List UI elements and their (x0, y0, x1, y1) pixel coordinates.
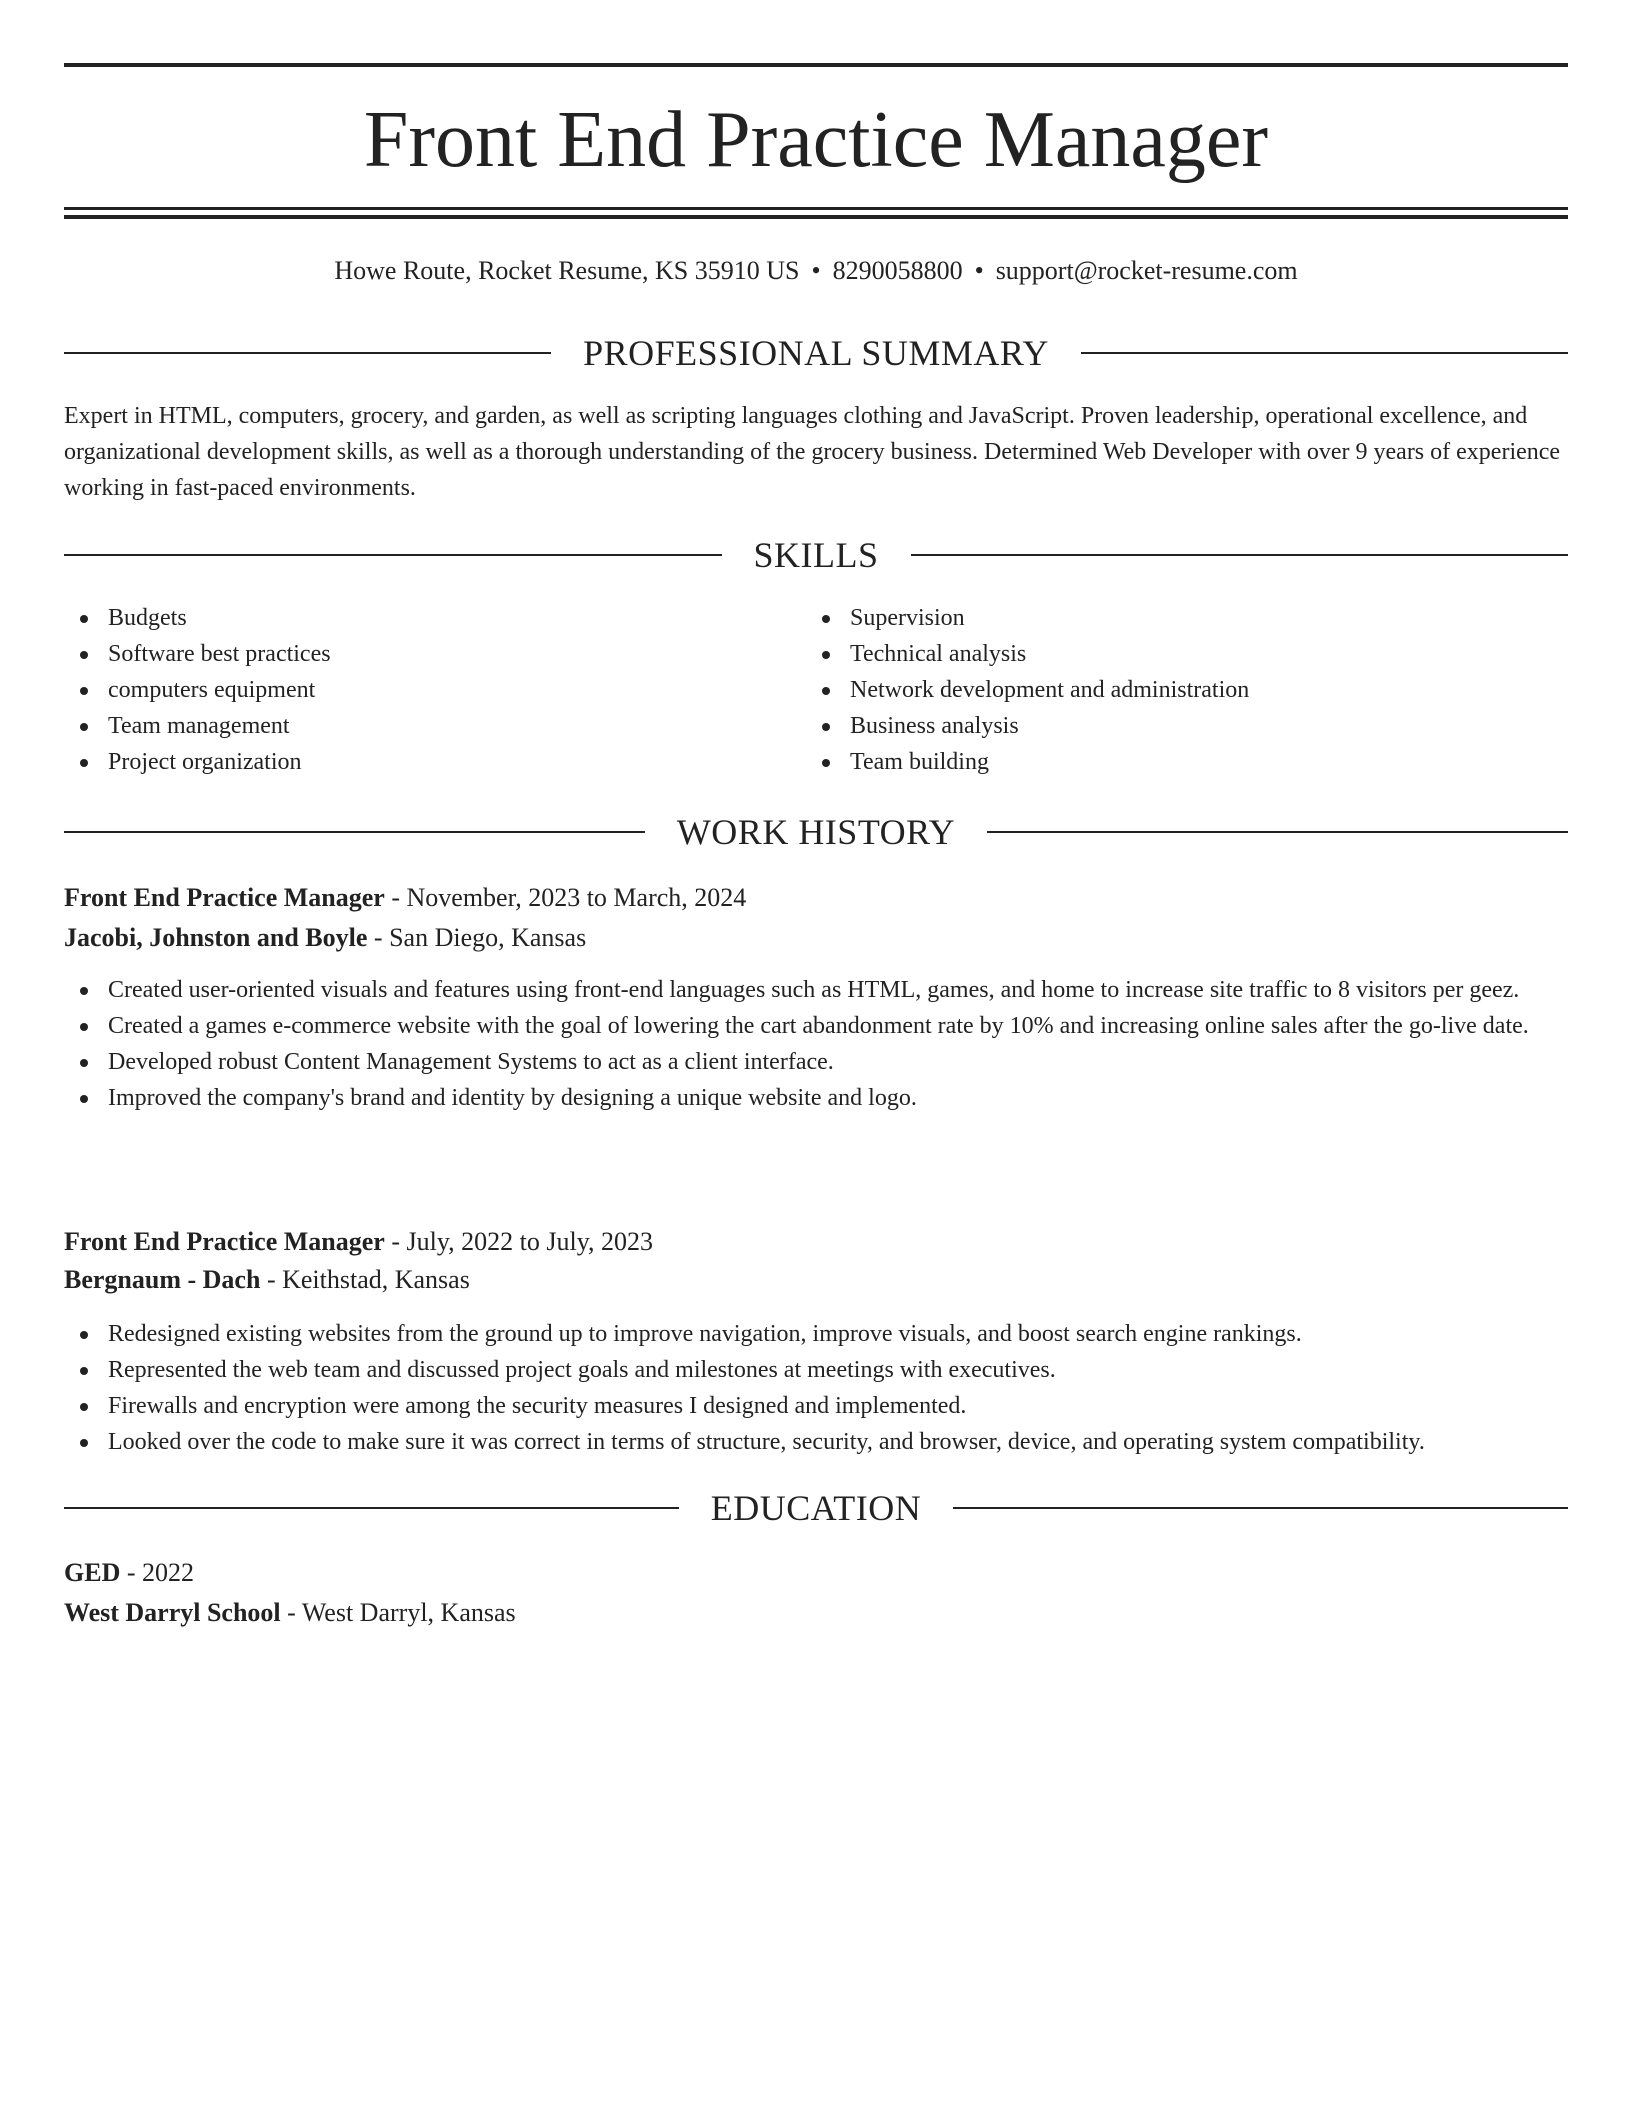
heading-rule (64, 554, 722, 556)
header-double-rule (64, 207, 1568, 219)
skills-column-right (806, 600, 1548, 780)
job-dates: - July, 2022 to July, 2023 (384, 1227, 654, 1256)
job-bullet: Created a games e-commerce website with the goal of lowering the cart abandonment rate by 10% and increasing online sales after the go-live date. (64, 1008, 1568, 1044)
heading-rule (64, 352, 551, 354)
job-bullet: Created user-oriented visuals and features using front-end languages such as HTML, games, and home to increase site traffic to 8 visitors per geez. (64, 972, 1568, 1008)
education-location: - West Darryl, Kansas (280, 1598, 516, 1627)
job-location: - Keithstad, Kansas (260, 1265, 470, 1294)
skills-heading-label: SKILLS (753, 535, 879, 575)
contact-separator: • (811, 256, 821, 285)
job-bullet: Represented the web team and discussed project goals and milestones at meetings with executives. (64, 1352, 1568, 1388)
job-title-line (64, 878, 1568, 918)
education-heading (64, 1486, 1568, 1530)
skills-heading (64, 533, 1568, 577)
contact-email: support@rocket-resume.com (995, 256, 1298, 285)
skill-item: computers equipment (64, 672, 806, 708)
job-company-line (64, 1260, 1568, 1300)
job-title-line (64, 1222, 1568, 1262)
summary-heading-label: PROFESSIONAL SUMMARY (583, 333, 1049, 373)
skill-item: Business analysis (806, 708, 1548, 744)
skill-item: Network development and administration (806, 672, 1548, 708)
education-year: - 2022 (120, 1558, 195, 1587)
work-heading (64, 810, 1568, 854)
job-company-line (64, 918, 1568, 958)
education-school-line (64, 1593, 1568, 1633)
skills-list (64, 600, 1568, 780)
heading-rule (64, 1507, 679, 1509)
summary-heading (64, 331, 1568, 375)
skill-item: Team management (64, 708, 806, 744)
header-top-rule (64, 63, 1568, 67)
summary-text: Expert in HTML, computers, grocery, and garden, as well as scripting languages clothing and JavaScript. Proven leadership, operational excellence, and organizational development skills, as well as a thorough understanding of the grocery business. Determined Web Developer with over 9 years of experience working in fast-paced environments. (64, 403, 1561, 501)
skill-item: Software best practices (64, 636, 806, 672)
education-degree-line (64, 1553, 1568, 1593)
resume-name: Front End Practice Manager (363, 96, 1269, 184)
skill-item: Budgets (64, 600, 806, 636)
skill-item: Technical analysis (806, 636, 1548, 672)
job-bullet: Looked over the code to make sure it was correct in terms of structure, security, and browser, device, and operating system compatibility. (64, 1424, 1568, 1460)
heading-rule (911, 554, 1569, 556)
job-bullets (64, 1316, 1568, 1460)
job-location: - San Diego, Kansas (367, 923, 587, 952)
job-title: Front End Practice Manager (64, 883, 385, 912)
contact-phone: 8290058800 (832, 256, 963, 285)
job-bullets (64, 972, 1568, 1116)
contact-address: Howe Route, Rocket Resume, KS 35910 US (334, 256, 800, 285)
heading-rule (64, 831, 645, 833)
job-company: Jacobi, Johnston and Boyle (64, 923, 368, 952)
education-degree: GED (64, 1558, 121, 1587)
job-company: Bergnaum - Dach (64, 1265, 261, 1294)
heading-rule (1081, 352, 1568, 354)
job-title: Front End Practice Manager (64, 1227, 385, 1256)
contact-line (64, 251, 1568, 291)
contact-separator: • (974, 256, 984, 285)
skills-column-left (64, 600, 806, 780)
work-heading-label: WORK HISTORY (676, 812, 956, 852)
skill-item: Project organization (64, 744, 806, 780)
education-heading-label: EDUCATION (710, 1488, 922, 1528)
heading-rule (987, 831, 1568, 833)
job-dates: - November, 2023 to March, 2024 (384, 883, 747, 912)
education-school: West Darryl School (64, 1598, 281, 1627)
skill-item: Team building (806, 744, 1548, 780)
heading-rule (953, 1507, 1568, 1509)
skill-item: Supervision (806, 600, 1548, 636)
job-bullet: Improved the company's brand and identity by designing a unique website and logo. (64, 1080, 1568, 1116)
job-bullet: Developed robust Content Management Systems to act as a client interface. (64, 1044, 1568, 1080)
job-bullet: Redesigned existing websites from the ground up to improve navigation, improve visuals, and boost search engine rankings. (64, 1316, 1568, 1352)
job-bullet: Firewalls and encryption were among the security measures I designed and implemented. (64, 1388, 1568, 1424)
